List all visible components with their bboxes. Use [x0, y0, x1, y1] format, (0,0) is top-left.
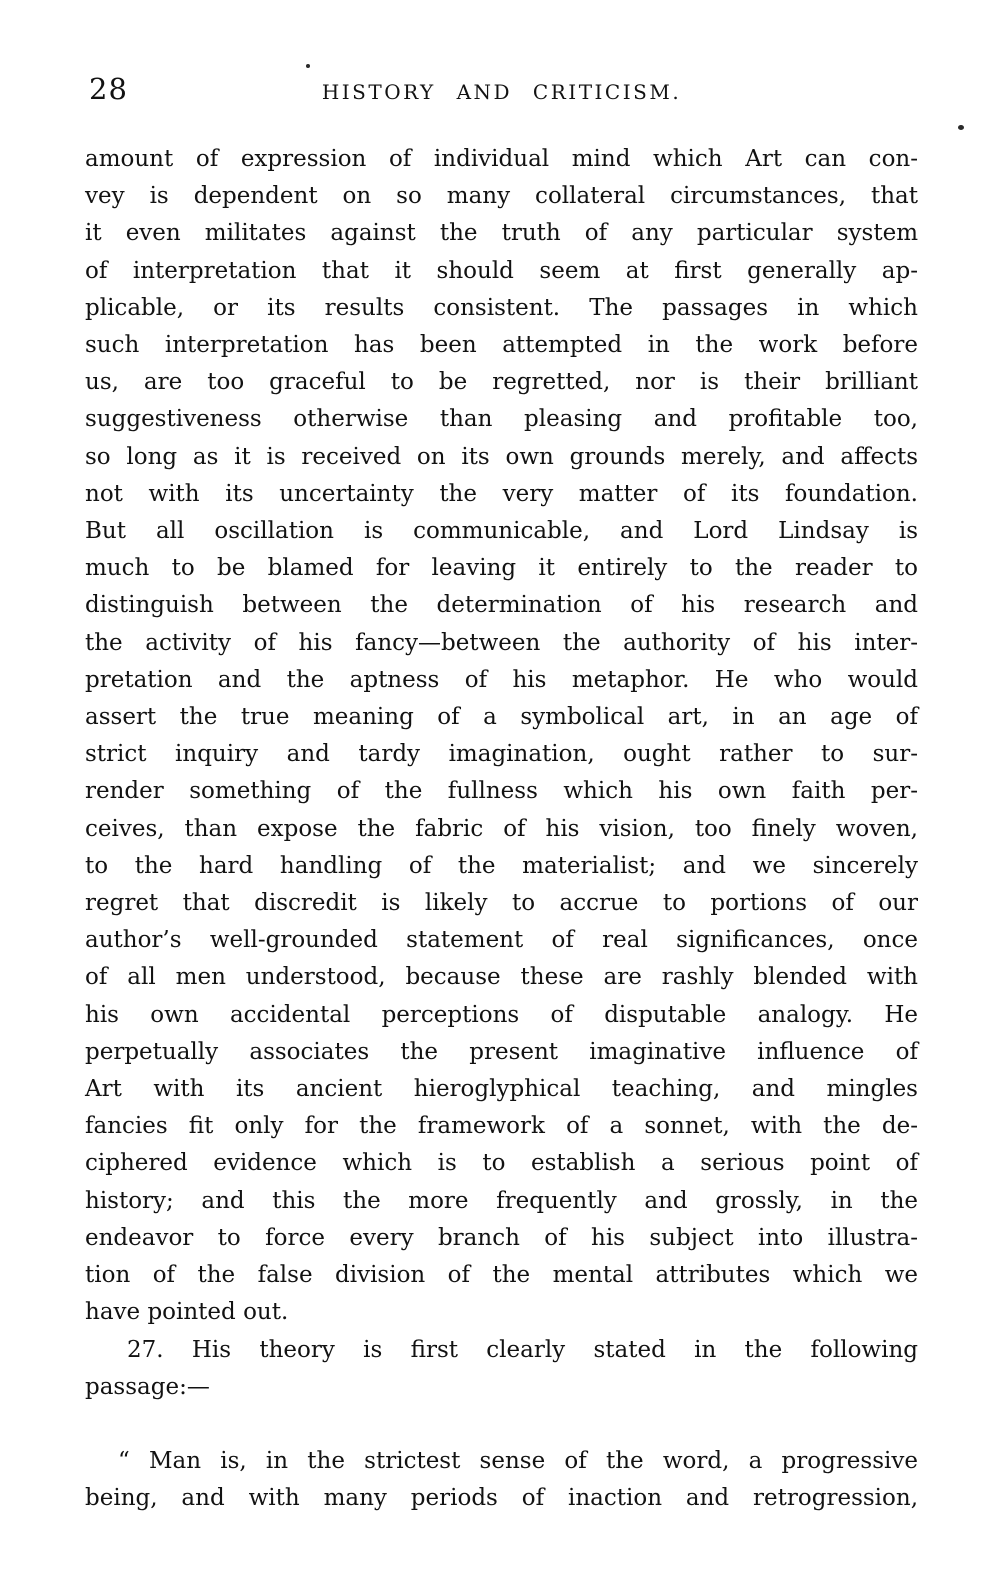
text-line: But all oscillation is communicable, and Lord Lindsay is	[85, 518, 918, 545]
paragraph-section-27	[85, 1332, 918, 1406]
text-line: “ Man is, in the strictest sense of the word, a progressive	[118, 1447, 918, 1474]
text-line: regret that discredit is likely to accrue to portions of our	[85, 890, 918, 917]
text-line: vey is dependent on so many collateral circumstances, that	[85, 183, 918, 210]
text-line: strict inquiry and tardy imagination, ought rather to sur-	[85, 741, 918, 768]
text-line: pretation and the aptness of his metaphor. He who would	[85, 666, 918, 693]
paragraph-main	[85, 141, 918, 1332]
text-line: us, are too graceful to be regretted, nor is their brilliant	[85, 369, 918, 396]
text-line: Art with its ancient hieroglyphical teaching, and mingles	[85, 1076, 918, 1103]
text-line: suggestiveness otherwise than pleasing and profitable too,	[85, 406, 918, 433]
text-line: fancies fit only for the framework of a sonnet, with the de-	[85, 1113, 918, 1140]
text-line: author’s well-grounded statement of real significances, once	[85, 927, 918, 954]
page-number: 28	[89, 72, 128, 106]
text-line: ciphered evidence which is to establish a serious point of	[85, 1150, 918, 1177]
text-line: not with its uncertainty the very matter of its foundation.	[85, 480, 918, 507]
text-line: history; and this the more frequently and grossly, in the	[85, 1187, 918, 1214]
text-line: passage:—	[85, 1373, 210, 1400]
text-line: assert the true meaning of a symbolical art, in an age of	[85, 704, 918, 731]
scan-speck	[958, 125, 964, 130]
text-line: to the hard handling of the materialist; and we sincerely	[85, 852, 918, 879]
page-header	[85, 72, 918, 112]
text-line: amount of expression of individual mind which Art can con-	[85, 146, 918, 172]
text-line: plicable, or its results consistent. The passages in which	[85, 294, 918, 321]
scan-speck	[306, 64, 310, 68]
text-line: such interpretation has been attempted in the work before	[85, 332, 918, 359]
text-line: of interpretation that it should seem at first generally ap-	[85, 257, 918, 284]
block-quote	[85, 1443, 918, 1517]
page-body	[85, 141, 918, 1517]
text-line: being, and with many periods of inaction and retrogression,	[85, 1485, 918, 1512]
text-line: have pointed out.	[85, 1299, 289, 1326]
text-line: distinguish between the determination of his research and	[85, 592, 918, 619]
text-line: tion of the false division of the mental attributes which we	[85, 1262, 918, 1289]
text-line: render something of the fullness which his own faith per-	[85, 778, 918, 805]
running-head: HISTORY AND CRITICISM.	[321, 80, 682, 104]
text-line: the activity of his fancy—between the authority of his inter-	[85, 629, 918, 656]
text-line: perpetually associates the present imaginative influence of	[85, 1038, 918, 1065]
text-line: of all men understood, because these are rashly blended with	[85, 964, 918, 991]
text-line: 27. His theory is first clearly stated in the following	[127, 1336, 918, 1363]
text-line: ceives, than expose the fabric of his vision, too finely woven,	[85, 815, 918, 842]
text-line: so long as it is received on its own grounds merely, and affects	[85, 443, 918, 470]
text-line: it even militates against the truth of any particular system	[85, 220, 918, 247]
text-line: his own accidental perceptions of disputable analogy. He	[85, 1001, 918, 1028]
text-line: endeavor to force every branch of his subject into illustra-	[85, 1224, 918, 1251]
text-line: much to be blamed for leaving it entirely to the reader to	[85, 555, 918, 582]
